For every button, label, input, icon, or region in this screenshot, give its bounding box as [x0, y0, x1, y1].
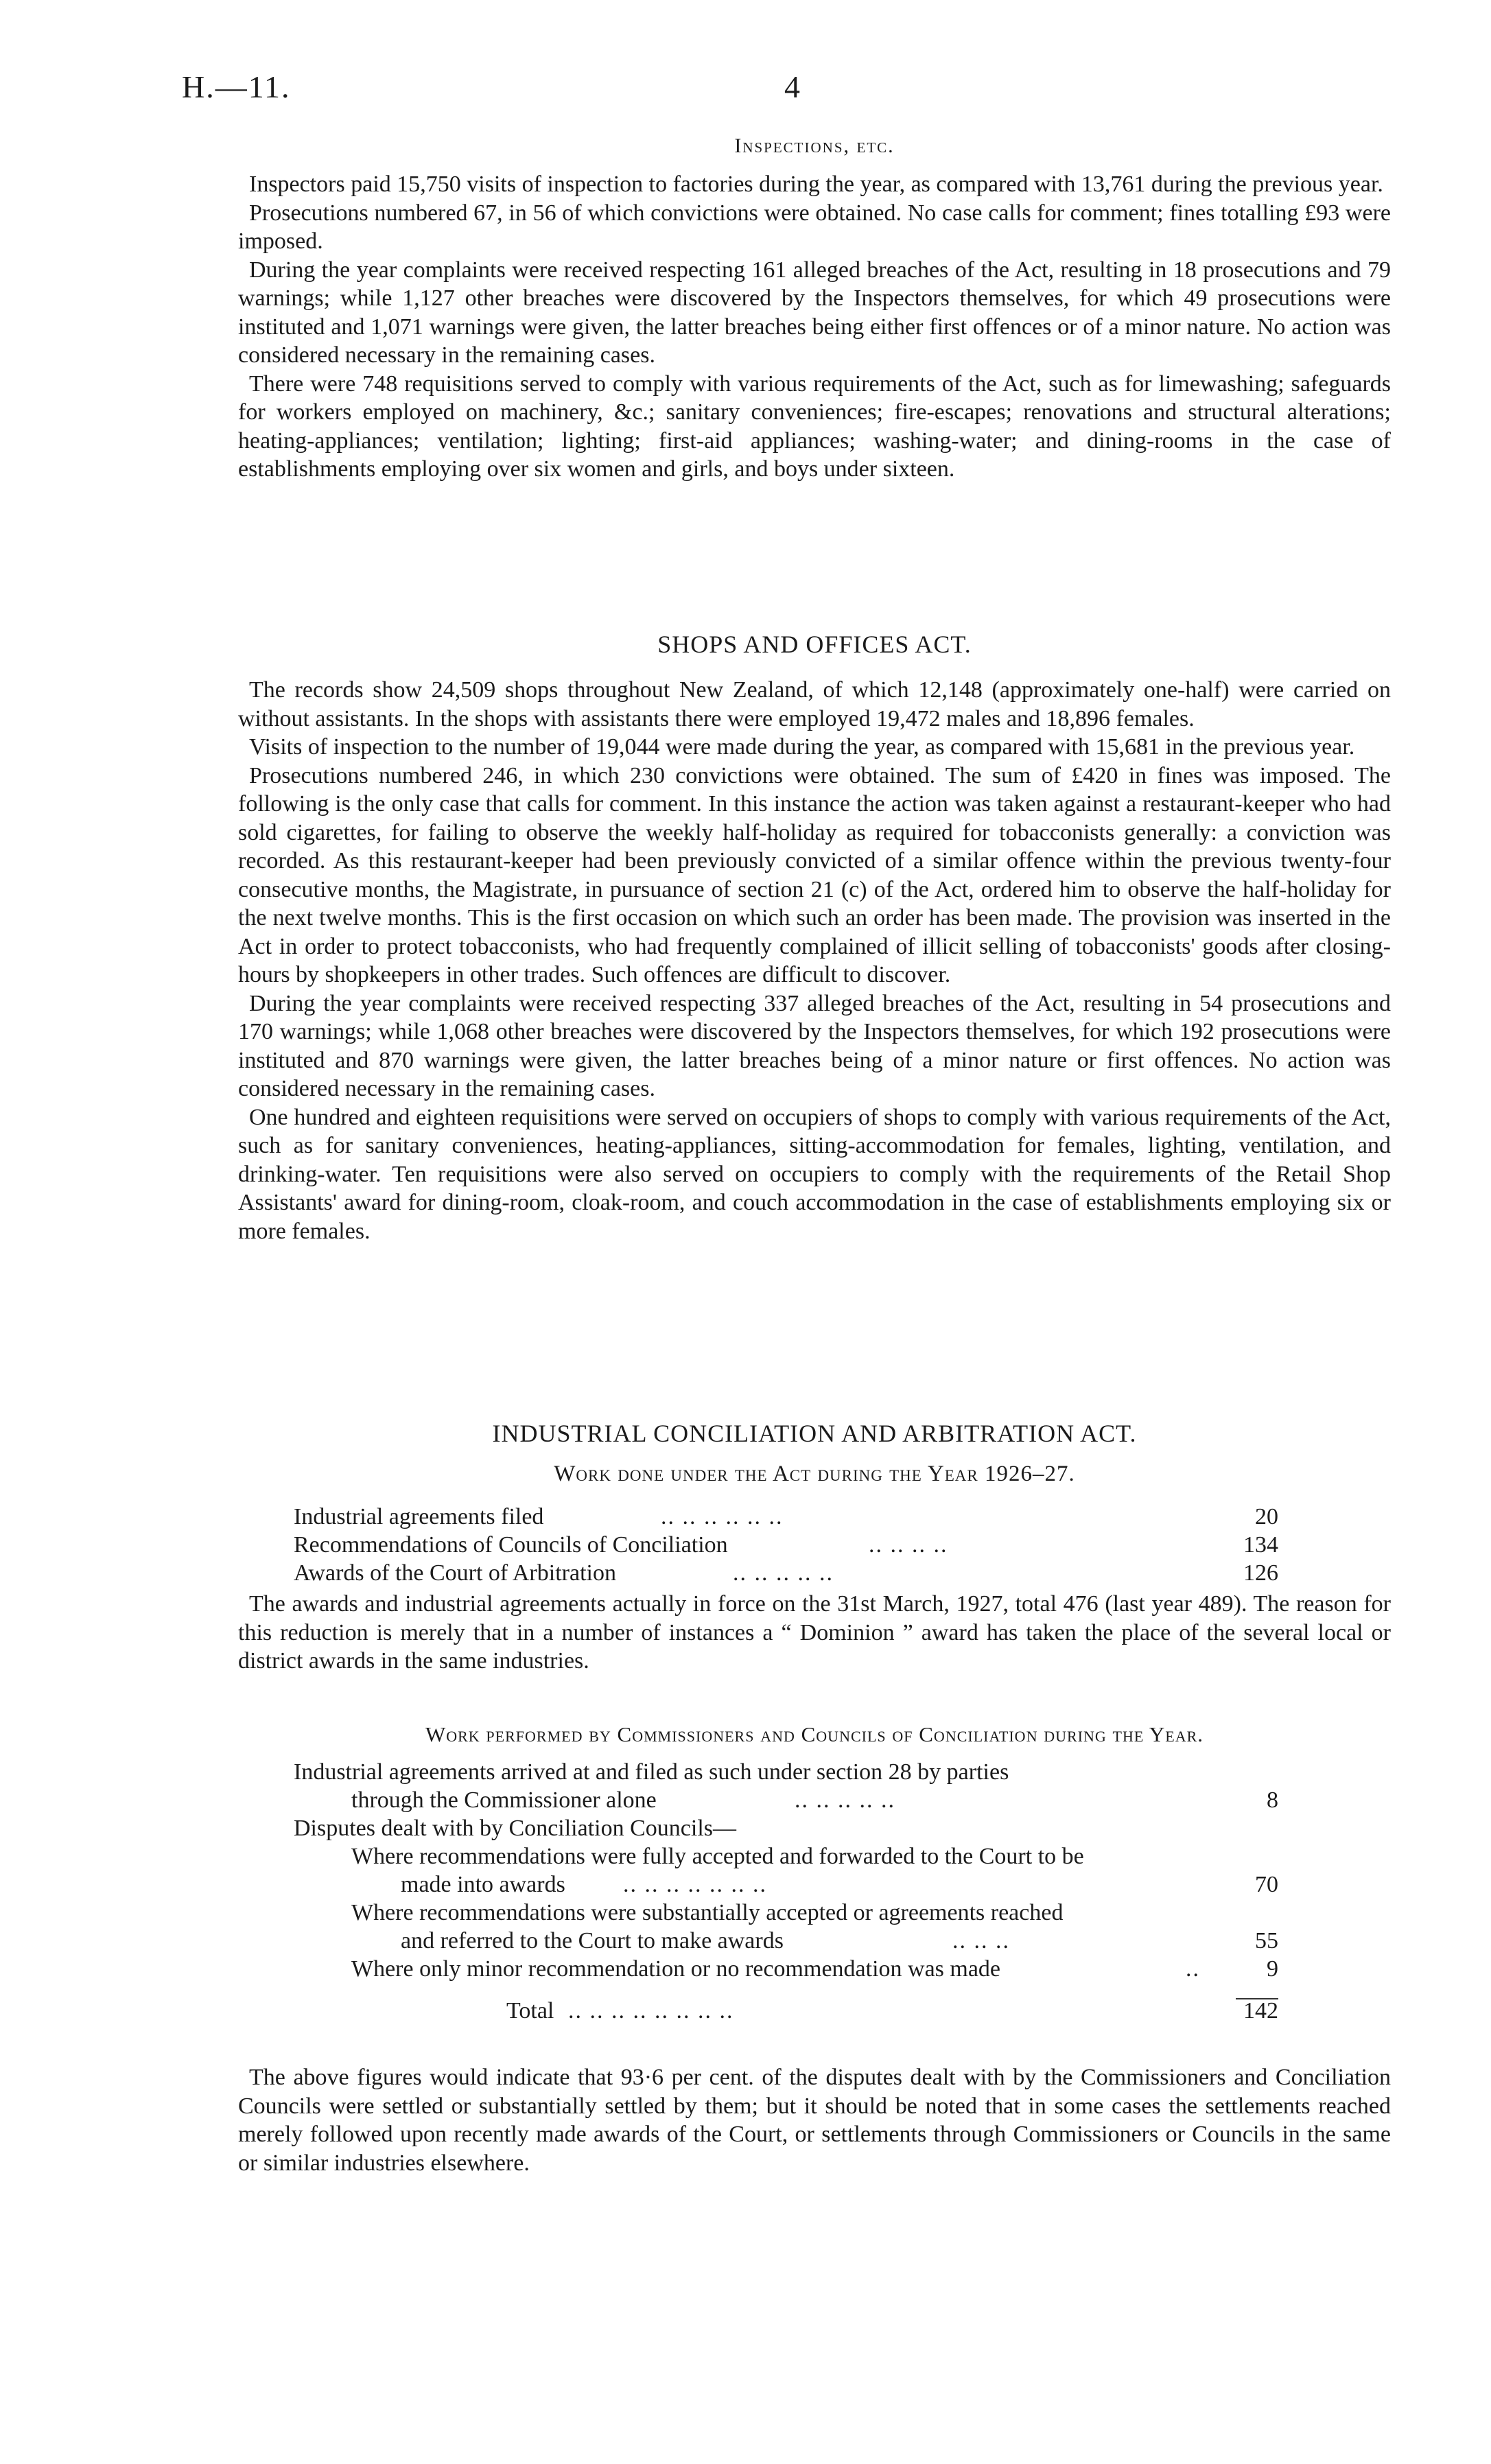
row-label: Disputes dealt with by Conciliation Councils—	[294, 1816, 737, 1841]
paragraph: During the year complaints were received respecting 161 alleged breaches of the Act, resulting in 18 prosecutions and 79 warnings; while 1,127 other breaches were discovered by the Inspectors themselves, for which 49 prosecutions were instituted and 1,071 warnings were given, the latter breaches being either first offences or of a minor nature. No action was considered necessary in the remaining cases.	[238, 257, 1391, 368]
row-label: Industrial agreements filed	[294, 1504, 544, 1529]
document-reference: H.—11.	[182, 69, 291, 104]
paragraph: The above figures would indicate that 93·6 per cent. of the disputes dealt with by the Commissioners and Conciliation Councils were settled or substantially settled by them; but it should be noted that in some cases the settlements reached merely followed upon recently made awards of the Court, or settlements through Commissioners or Councils in the same or similar industries elsewhere.	[238, 2065, 1391, 2176]
table-row	[294, 1786, 1278, 1814]
inspections-body	[238, 170, 1391, 484]
leader-dots: .. .. .. .. ..	[733, 1560, 834, 1586]
leader-dots: .. .. .. .. .. .. .. ..	[568, 1998, 734, 2023]
row-label: Awards of the Court of Arbitration	[294, 1560, 616, 1586]
page-number: 4	[784, 69, 800, 104]
shops-body	[238, 676, 1391, 1245]
commissioners-body	[238, 2063, 1391, 2177]
row-label: Where only minor recommendation or no recommendation was made	[351, 1956, 1001, 1982]
ica-subheading: Work done under the Act during the Year 1926–27.	[554, 1462, 1075, 1486]
leader-dots: .. .. .. ..	[869, 1532, 948, 1558]
table-row	[294, 1531, 1278, 1559]
commissioners-heading-wrap	[238, 1722, 1391, 1747]
row-value: 55	[1255, 1928, 1278, 1953]
paragraph: Prosecutions numbered 246, in which 230 convictions were obtained. The sum of £420 in fines was imposed. The following is the only case that calls for comment. In this instance the action was taken against a restaurant-keeper who had sold cigarettes, for failing to observe the weekly half-holiday as required for tobacconists generally: a conviction was recorded. As this restaurant-keeper had been previously convicted of a similar offence within the previous twenty-four consecutive months, the Magistrate, in pursuance of section 21 (c) of the Act, ordered him to observe the half-holiday for the next twelve months. This is the first occasion on which such an order has been made. The provision was inserted in the Act in order to protect tobacconists, who had frequently complained of illicit selling of tobacconists' goods after closing-hours by shopkeepers in other trades. Such offences are difficult to discover.	[238, 762, 1391, 987]
section-heading-ica: INDUSTRIAL CONCILIATION AND ARBITRATION ACT.	[492, 1420, 1137, 1447]
row-label: Recommendations of Councils of Conciliation	[294, 1532, 728, 1558]
row-value: 134	[1243, 1532, 1278, 1558]
table-row	[294, 1758, 1278, 1786]
table-row	[294, 1503, 1278, 1531]
leader-dots: .. .. .. .. ..	[795, 1787, 895, 1813]
row-value: 8	[1267, 1787, 1278, 1813]
table-row	[294, 1842, 1278, 1870]
ica-section	[238, 1419, 1391, 1448]
leader-dots: .. .. .. .. .. ..	[661, 1504, 784, 1529]
commissioners-table	[294, 1758, 1278, 2025]
row-label: and referred to the Court to make awards	[401, 1928, 784, 1953]
paragraph: The records show 24,509 shops throughout New Zealand, of which 12,148 (approximately one-half) were carried on without assistants. In the shops with assistants there were employed 19,472 males and 18,896 females.	[238, 677, 1391, 731]
table-row	[294, 1559, 1278, 1587]
paragraph: Prosecutions numbered 67, in 56 of which convictions were obtained. No case calls for comment; fines totalling £93 were imposed.	[238, 200, 1391, 254]
total-value: 142	[1243, 1998, 1278, 2023]
row-value: 70	[1255, 1872, 1278, 1897]
row-value: 126	[1243, 1560, 1278, 1586]
paragraph: Visits of inspection to the number of 19,044 were made during the year, as compared with 15,681 in the previous year.	[249, 734, 1355, 760]
ica-subheading-wrap	[238, 1462, 1391, 1487]
ica-summary-table	[294, 1503, 1278, 1587]
row-value: 20	[1255, 1504, 1278, 1529]
inspections-section	[238, 134, 1391, 158]
row-label: through the Commissioner alone	[351, 1787, 657, 1813]
section-heading-shops: SHOPS AND OFFICES ACT.	[657, 631, 972, 658]
row-label: Where recommendations were fully accepted and forwarded to the Court to be	[351, 1844, 1084, 1869]
paragraph: There were 748 requisitions served to comply with various requirements of the Act, such as for limewashing; safeguards for workers employed on machinery, &c.; sanitary conveniences; fire-escapes; renovations and structural alterations; heating-appliances; ventilation; lighting; first-aid appliances; washing-water; and dining-rooms in the case of establishments employing over six women and girls, and boys under sixteen.	[238, 371, 1391, 482]
table-row	[294, 1870, 1278, 1899]
leader-dots: ..	[1186, 1956, 1200, 1982]
paragraph: One hundred and eighteen requisitions were served on occupiers of shops to comply with various requirements of the Act, such as for sanitary conveniences, heating-appliances, sitting-accommodation for females, lighting, ventilation, and drinking-water. Ten requisitions were also served on occupiers to comply with the requirements of the Retail Shop Assistants' award for dining-room, cloak-room, and couch accommodation in the case of establishments employing six or more females.	[238, 1104, 1391, 1244]
section-heading-inspections: Inspections, etc.	[734, 134, 895, 157]
paragraph: The awards and industrial agreements actually in force on the 31st March, 1927, total 476 (last year 489). The reason for this reduction is merely that in a number of instances a “ Dominion ” award has taken the place of the several local or district awards in the same industries.	[238, 1591, 1391, 1674]
table-row	[294, 1899, 1278, 1927]
row-label: made into awards	[401, 1872, 565, 1897]
table-row	[294, 1927, 1278, 1955]
total-label: Total	[506, 1998, 554, 2023]
leader-dots: .. .. ..	[952, 1928, 1010, 1953]
shops-section	[238, 630, 1391, 659]
paragraph: Inspectors paid 15,750 visits of inspection to factories during the year, as compared with 13,761 during the previous year.	[249, 172, 1383, 197]
table-row	[294, 1814, 1278, 1842]
row-label: Where recommendations were substantially accepted or agreements reached	[351, 1900, 1064, 1925]
total-row	[294, 1997, 1278, 2025]
leader-dots: .. .. .. .. .. .. ..	[623, 1872, 767, 1897]
ica-body	[238, 1590, 1391, 1676]
commissioners-heading: Work performed by Commissioners and Councils of Conciliation during the Year.	[425, 1722, 1204, 1746]
row-value: 9	[1267, 1956, 1278, 1982]
row-label: Industrial agreements arrived at and filed as such under section 28 by parties	[294, 1759, 1009, 1785]
paragraph: During the year complaints were received respecting 337 alleged breaches of the Act, resulting in 54 prosecutions and 170 warnings; while 1,068 other breaches were discovered by the Inspectors themselves, for which 192 prosecutions were instituted and 870 warnings were given, the latter breaches being of a minor nature or first offences. No action was considered necessary in the remaining cases.	[238, 990, 1391, 1101]
table-row	[294, 1955, 1278, 1983]
